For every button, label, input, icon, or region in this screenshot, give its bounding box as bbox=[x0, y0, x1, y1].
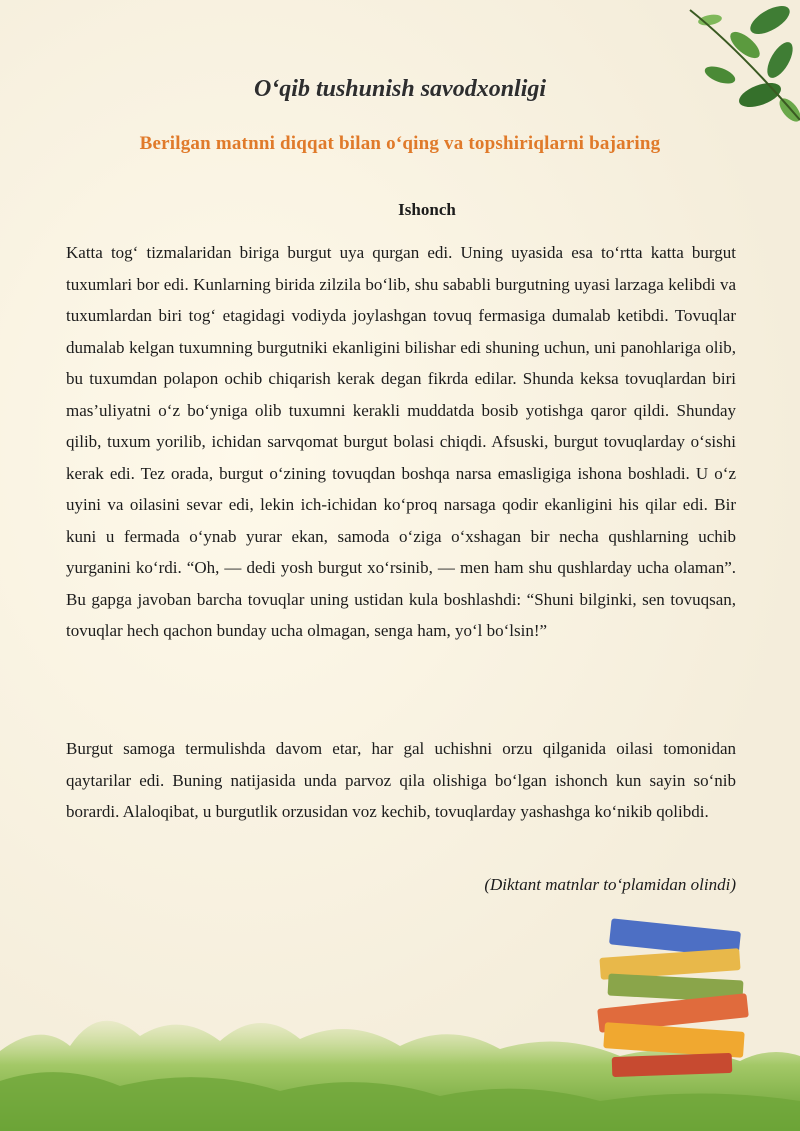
story-paragraph-1: Katta tog‘ tizmalaridan biriga burgut uya qurgan edi. Uning uyasida esa to‘rtta katta burgut tuxumlari bor edi. Kunlarning birida zilzila bo‘lib, shu sababli burgutning uyasi larzaga kelibdi va tuxumlardan biri tog‘ etagidagi vodiyda joylashgan tovuq fermasiga dumalab ketibdi. Tovuqlar dumalab kelgan tuxumning burgutniki ekanligini bilishar edi shuning uchun, uni panohlariga olib, bu tuxumdan polapon ochib chiqarish kerak degan fikrda edilar. Shunda keksa tovuqlardan biri mas’uliyatni o‘z bo‘yniga olib tuxumni kerakli muddatda bosib yotishga qaror qildi. Shunday qilib, tuxum yorilib, ichidan sarvqomat burgut bolasi chiqdi. Afsuski, burgut tovuqlarday o‘sishi kerak edi. Tez orada, burgut o‘zining tovuqdan boshqa narsa emasligiga ishona boshladi. U o‘z uyini va oilasini sevar edi, lekin ich-ichidan ko‘proq narsaga qodir ekanligini his qilar edi. Bir kuni u fermada o‘ynab yurar ekan, samoda o‘ziga o‘xshagan bir necha qushlarning uchib yurganini ko‘rdi. “Oh, — dedi yosh burgut xo‘rsinib, — men ham shu qushlarday ucha olaman”. Bu gapga javoban barcha tovuqlar uning ustidan kula boshlashdi: “Shuni bilginki, sen tovuqsan, tovuqlar hech qachon bunday ucha olmagan, senga ham, yo‘l bo‘lsin!” bbox=[66, 243, 736, 640]
leaves-decoration-icon bbox=[650, 0, 800, 130]
story-title: Ishonch bbox=[398, 200, 456, 219]
instruction-subtitle: Berilgan matnni diqqat bilan o‘qing va topshiriqlarni bajaring bbox=[139, 133, 661, 154]
story-paragraph-2: Burgut samoga termulishda davom etar, har gal uchishni orzu qilganida oilasi tomonidan qaytarilar edi. Buning natijasida unda parvoz qila olishiga bo‘lgan ishonch kun sayin so‘nib borardi. Alaloqibat, u burgutlik orzusidan voz kechib, tovuqlarday yashashga ko‘nikib qolibdi. bbox=[66, 739, 736, 821]
book-stack-icon bbox=[590, 905, 770, 1085]
source-note: (Diktant matnlar to‘plamidan olindi) bbox=[484, 875, 736, 894]
page-title: O‘qib tushunish savodxonligi bbox=[253, 76, 547, 102]
